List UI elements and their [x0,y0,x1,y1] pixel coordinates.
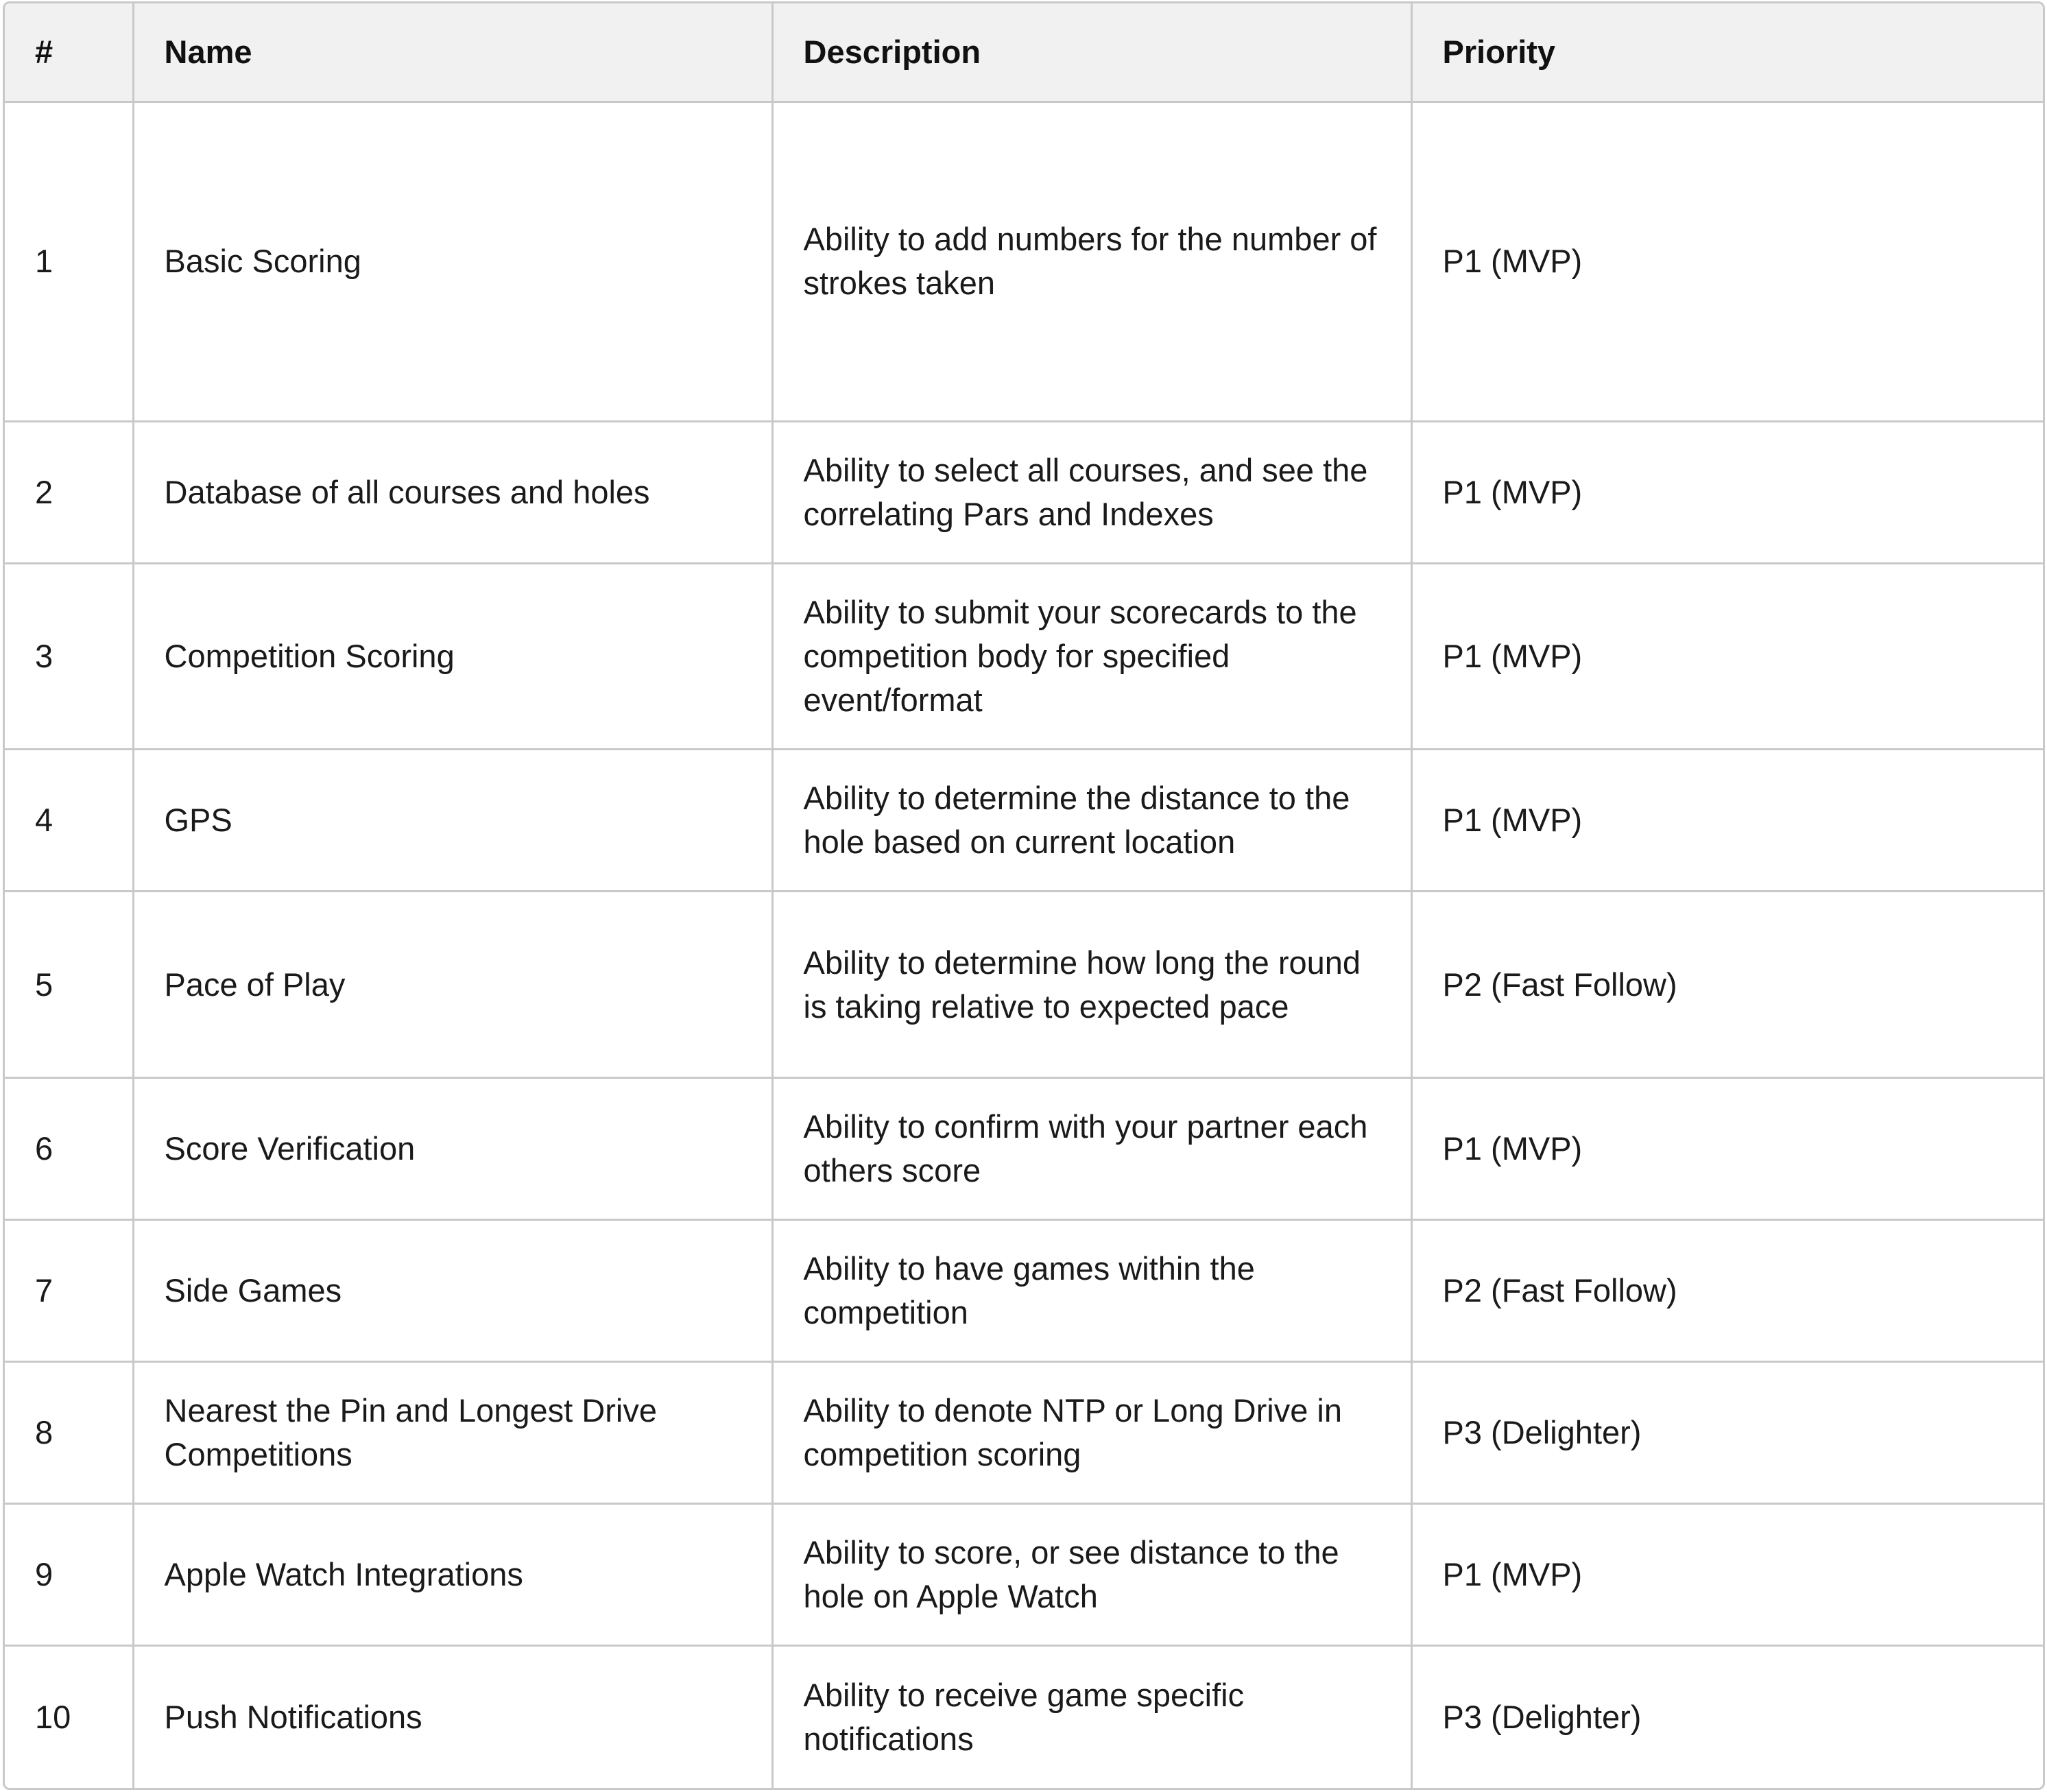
cell-description: Ability to denote NTP or Long Drive in competition scoring [772,1361,1411,1503]
table-row [5,564,2043,750]
table [5,3,2043,1788]
cell-name: GPS [133,750,772,892]
cell-number: 7 [5,1219,133,1361]
cell-priority: P1 (MVP) [1411,1077,2043,1219]
table-row [5,101,2043,421]
cell-number: 9 [5,1504,133,1646]
cell-number: 2 [5,421,133,563]
cell-name: Nearest the Pin and Longest Drive Competitions [133,1361,772,1503]
cell-priority: P3 (Delighter) [1411,1361,2043,1503]
table-body [5,101,2043,1788]
cell-number: 1 [5,101,133,421]
table-row [5,1504,2043,1646]
cell-number: 6 [5,1077,133,1219]
cell-priority: P1 (MVP) [1411,421,2043,563]
table-row [5,892,2043,1077]
header-priority: Priority [1411,3,2043,101]
cell-description: Ability to determine how long the round is taking relative to expected pace [772,892,1411,1077]
table-row [5,1077,2043,1219]
table-row [5,1646,2043,1788]
table-row [5,421,2043,563]
cell-priority: P1 (MVP) [1411,101,2043,421]
cell-name: Apple Watch Integrations [133,1504,772,1646]
table-row [5,1219,2043,1361]
cell-description: Ability to add numbers for the number of strokes taken [772,101,1411,421]
cell-name: Database of all courses and holes [133,421,772,563]
cell-number: 5 [5,892,133,1077]
cell-name: Push Notifications [133,1646,772,1788]
header-row [5,3,2043,101]
cell-priority: P1 (MVP) [1411,750,2043,892]
cell-name: Pace of Play [133,892,772,1077]
cell-description: Ability to select all courses, and see the correlating Pars and Indexes [772,421,1411,563]
feature-priority-table [3,1,2045,1790]
cell-number: 4 [5,750,133,892]
header-number: # [5,3,133,101]
cell-priority: P2 (Fast Follow) [1411,892,2043,1077]
cell-name: Side Games [133,1219,772,1361]
cell-description: Ability to determine the distance to the hole based on current location [772,750,1411,892]
table-row [5,1361,2043,1503]
table-row [5,750,2043,892]
cell-description: Ability to receive game specific notifications [772,1646,1411,1788]
cell-number: 8 [5,1361,133,1503]
header-description: Description [772,3,1411,101]
table-header [5,3,2043,101]
cell-name: Competition Scoring [133,564,772,750]
cell-priority: P3 (Delighter) [1442,1699,1642,1736]
cell-priority: P2 (Fast Follow) [1411,1219,2043,1361]
cell-number: 3 [5,564,133,750]
cell-name: Score Verification [133,1077,772,1219]
cell-priority: P1 (MVP) [1411,564,2043,750]
cell-description: Ability to score, or see distance to the hole on Apple Watch [772,1504,1411,1646]
header-name: Name [133,3,772,101]
cell-number: 10 [5,1646,133,1788]
cell-priority: P1 (MVP) [1411,1504,2043,1646]
cell-description: Ability to confirm with your partner each others score [772,1077,1411,1219]
cell-name: Basic Scoring [133,101,772,421]
cell-description: Ability to have games within the competition [772,1219,1411,1361]
cell-description: Ability to submit your scorecards to the competition body for specified event/format [772,564,1411,750]
